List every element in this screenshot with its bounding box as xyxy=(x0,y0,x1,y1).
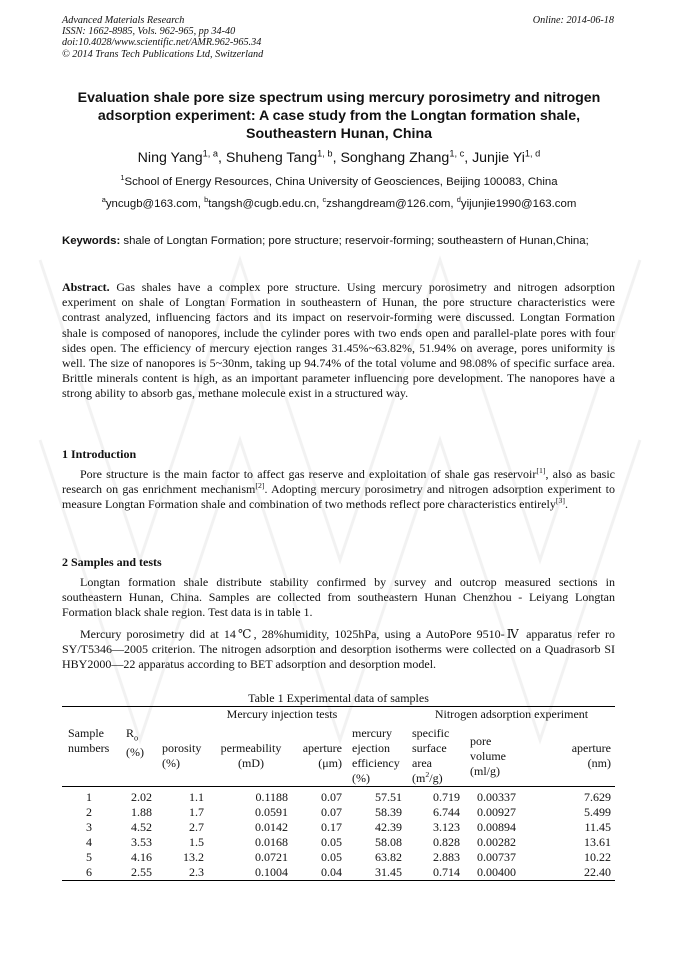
paper-title: Evaluation shale pore size spectrum using mercury porosimetry and nitrogen adsorption experiment: A case study from the Longtan formation shale, Southeastern Hunan, China xyxy=(77,90,601,142)
table-cell: 1.1 xyxy=(189,790,204,804)
journal-header xyxy=(62,15,263,60)
col-header-ro-unit: (%) xyxy=(126,745,144,760)
table-cell: 13.61 xyxy=(584,835,611,849)
email-link[interactable]: zshangdream@126.com xyxy=(326,198,451,210)
section-heading-samples: 2 Samples and tests xyxy=(62,555,162,569)
table-body xyxy=(62,787,615,881)
abstract-text: Gas shales have a complex pore structure. Using mercury porosimetry and nitrogen adsorption experiment on shale of Longtan Formation in southeastern of Hunan, the pore structure characteristics were contrast analyzed, influencing factors and its impact on reservoir-forming were discussed. Longtan Formation shale is composed of nanopores, include the cylinder pores with two ends open and parallel-plate pores with four sides open. The efficiency of mercury ejection ranges 31.45%~63.82%, 51.94% on average, pores uniformity is well. The size of nanopores is 5~30nm, taking up 94.74% of the total volume and 98.08% of specific surface area. Brittle minerals content is high, as an important parameter influencing pore development. The nanopores have a strong ability to absorb gas, methane molecule exist in a structured way. xyxy=(62,280,615,401)
table-row xyxy=(62,865,615,881)
table-cell: 1 xyxy=(86,790,92,804)
col-header-ssa: surface xyxy=(412,741,447,755)
col-header-ssa-unit: $(m^2/g)$ xyxy=(412,770,443,785)
table-cell: 0.05 xyxy=(321,835,342,849)
col-header-ssa: specific xyxy=(412,726,450,740)
table-cell: 5.499 xyxy=(584,805,611,819)
table-cell: 0.04 xyxy=(321,865,342,879)
table-cell: 5 xyxy=(86,850,92,864)
table-cell: 0.1004 xyxy=(255,865,288,879)
doi-line: doi:10.4028/www.scientific.net/AMR.962-965.34 xyxy=(62,37,262,49)
table-cell: 0.0142 xyxy=(255,820,288,834)
col-header-ro-sub: o xyxy=(134,733,139,743)
table-row xyxy=(62,835,615,850)
table-cell: 2.02 xyxy=(131,790,152,804)
table-cell: 0.00337 xyxy=(477,790,516,804)
table-cell: 58.08 xyxy=(375,835,402,849)
table-cell: 0.05 xyxy=(321,850,342,864)
table-cell: 6.744 xyxy=(433,805,460,819)
email-sup: c xyxy=(322,195,327,205)
keywords xyxy=(62,234,615,249)
table-cell: 0.00927 xyxy=(477,805,516,819)
table-cell: 1.88 xyxy=(131,805,152,819)
email-link[interactable]: yncugb@163.com xyxy=(105,198,198,210)
table-cell: 13.2 xyxy=(183,850,204,864)
email-link[interactable]: yijunjie1990@163.com xyxy=(460,198,577,210)
affiliation-sup: 1 xyxy=(120,173,125,183)
table-cell: 1.7 xyxy=(189,805,204,819)
table-cell: 3 xyxy=(86,820,92,834)
table-cell: 0.00400 xyxy=(477,865,516,879)
table-cell: 0.828 xyxy=(433,835,460,849)
table-cell: 58.39 xyxy=(375,805,402,819)
table-cell: 3.123 xyxy=(433,820,460,834)
table-row xyxy=(62,820,615,835)
table-cell: 63.82 xyxy=(375,850,402,864)
table-cell: 0.714 xyxy=(433,865,460,879)
author-name: Songhang Zhang xyxy=(340,150,450,166)
table-cell: 2 xyxy=(86,805,92,819)
table-cell: 2.883 xyxy=(433,850,460,864)
intro-text: , also as basic research on gas enrichment mechanism xyxy=(62,467,616,497)
author-sup: 1, d xyxy=(524,148,541,159)
keywords-label: Keywords: xyxy=(62,235,121,247)
table-cell: 1.5 xyxy=(189,835,204,849)
samples-paragraph-1: Longtan formation shale distribute stability confirmed by survey and outcrop measured sections in southeastern Hunan, China. Samples are collected from southeastern Hunan Chenzhou - Leiyang Longtan Formation black shale region. Test data is in table 1. xyxy=(62,575,615,620)
group-header-mercury: Mercury injection tests xyxy=(226,707,338,721)
author-sup: 1, a xyxy=(202,148,219,159)
table-cell: 0.1188 xyxy=(255,790,288,804)
author-list: Ning Yang$^{1, a}$, Shuheng Tang$^{1, b}$, Songhang Zhang$^{1, c}$, Junjie Yi$^{1, d}$ xyxy=(137,148,541,166)
intro-text: . Adopting mercury porosimetry and nitrogen adsorption experiment to measure Longtan Formation shale and combination of two methods reflect pore characteristics entirely xyxy=(62,482,615,512)
table-cell: 42.39 xyxy=(375,820,402,834)
email-list: $^a$yncugb@163.com, $^b$tangsh@cugb.edu.cn, $^c$zshangdream@126.com, $^d$yijunjie1990@163.com xyxy=(101,195,577,210)
author-sup: 1, b xyxy=(317,148,333,159)
col-header-permeability: permeability xyxy=(220,741,282,755)
col-header-volume: pore xyxy=(470,734,492,748)
table-cell: 0.00737 xyxy=(477,850,516,864)
table-cell: 3.53 xyxy=(131,835,152,849)
citation-link[interactable]: [3] xyxy=(555,496,565,506)
author-sup: 1, c xyxy=(449,148,465,159)
table-row xyxy=(62,850,615,865)
author-name: Ning Yang xyxy=(137,150,203,166)
col-header-sample: numbers xyxy=(68,741,110,755)
email-sup: a xyxy=(101,195,106,205)
keywords-text: shale of Longtan Formation; pore structure; reservoir-forming; southeastern of Hunan,China; xyxy=(123,235,589,247)
section-heading-introduction: 1 Introduction xyxy=(62,447,137,461)
table-cell: 0.719 xyxy=(433,790,460,804)
table-cell: 6 xyxy=(86,865,92,879)
col-header-aperture-nm: aperture xyxy=(571,741,611,755)
col-header-aperture-um: aperture xyxy=(302,741,342,755)
table-cell: 2.55 xyxy=(131,865,152,879)
table-cell: 0.07 xyxy=(321,805,342,819)
col-header-ro xyxy=(126,726,152,745)
table-cell: 0.00282 xyxy=(477,835,516,849)
email-sup: b xyxy=(204,195,209,205)
col-header-ejection: ejection xyxy=(352,741,390,755)
col-header-ssa: area xyxy=(412,756,432,770)
table-row xyxy=(62,805,615,820)
table-cell: 7.629 xyxy=(584,790,611,804)
table-cell: 2.3 xyxy=(189,865,204,879)
col-header-volume: (ml/g) xyxy=(470,764,500,778)
table-cell: 22.40 xyxy=(584,865,611,879)
abstract-label: Abstract. xyxy=(62,280,110,294)
author-name: Junjie Yi xyxy=(472,150,525,166)
table-cell: 0.0721 xyxy=(255,850,288,864)
table-row xyxy=(62,787,615,806)
table-cell: 4 xyxy=(86,835,92,849)
abstract xyxy=(62,280,615,402)
table-cell: 2.7 xyxy=(189,820,204,834)
table-cell: 57.51 xyxy=(375,790,402,804)
email-link[interactable]: tangsh@cugb.edu.cn xyxy=(208,198,317,210)
samples-paragraph-2: Mercury porosimetry did at 14℃, 28%humidity, 1025hPa, using a AutoPore 9510-Ⅳ apparatus refer ro SY/T5346—2005 criterion. The nitrogen adsorption and desorption isotherms were collected on a Quadrasorb SI HBY2000—22 apparatus according to BET adsorption and desorption model. xyxy=(62,627,615,672)
email-sup: d xyxy=(456,195,461,205)
col-header-permeability: (mD) xyxy=(238,756,264,770)
group-header-nitrogen: Nitrogen adsorption experiment xyxy=(434,707,589,721)
table-cell: 0.07 xyxy=(321,790,342,804)
col-header-ejection: efficiency xyxy=(352,756,400,770)
col-header-ejection: (%) xyxy=(352,771,370,785)
data-table xyxy=(62,706,615,881)
intro-text: Pore structure is the main factor to affect gas reserve and exploitation of shale gas reservoir xyxy=(80,467,537,481)
col-header-aperture-nm: (nm) xyxy=(587,756,611,770)
intro-text: . xyxy=(564,497,568,512)
table-column-header xyxy=(62,722,615,787)
affiliation-text: School of Energy Resources, China University of Geosciences, Beijing 100083, China xyxy=(124,176,558,188)
col-header-volume: volume xyxy=(470,749,506,763)
journal-name: Advanced Materials Research xyxy=(62,15,185,26)
table-cell: 31.45 xyxy=(375,865,402,879)
col-header-sample: Sample xyxy=(68,726,104,740)
col-header-ro-letter: R xyxy=(126,726,135,740)
col-header-ejection: mercury xyxy=(352,726,392,740)
table-cell: 0.0168 xyxy=(255,835,288,849)
col-header-porosity: (%) xyxy=(162,756,180,770)
citation-link[interactable]: [1] xyxy=(536,466,546,475)
table-caption: Table 1 Experimental data of samples xyxy=(248,691,429,705)
col-header-aperture-um: (μm) xyxy=(318,756,342,770)
table-cell: 4.16 xyxy=(131,850,152,864)
table-cell: 0.0591 xyxy=(255,805,288,819)
table-cell: 10.22 xyxy=(584,850,611,864)
table-group-header xyxy=(62,707,615,723)
citation-link[interactable]: [2] xyxy=(255,481,265,491)
affiliation xyxy=(62,173,616,188)
table-cell: 4.52 xyxy=(131,820,152,834)
table-cell: 0.17 xyxy=(321,820,342,834)
copyright-line: © 2014 Trans Tech Publications Ltd, Switzerland xyxy=(62,48,264,60)
introduction-paragraph xyxy=(62,467,615,513)
table-cell: 11.45 xyxy=(584,820,611,834)
author-name: Shuheng Tang xyxy=(225,150,318,166)
online-date: Online: 2014-06-18 xyxy=(532,15,614,26)
table-cell: 0.00894 xyxy=(477,820,516,834)
col-header-porosity: porosity xyxy=(162,741,202,755)
issn-line: ISSN: 1662-8985, Vols. 962-965, pp 34-40 xyxy=(62,26,236,38)
